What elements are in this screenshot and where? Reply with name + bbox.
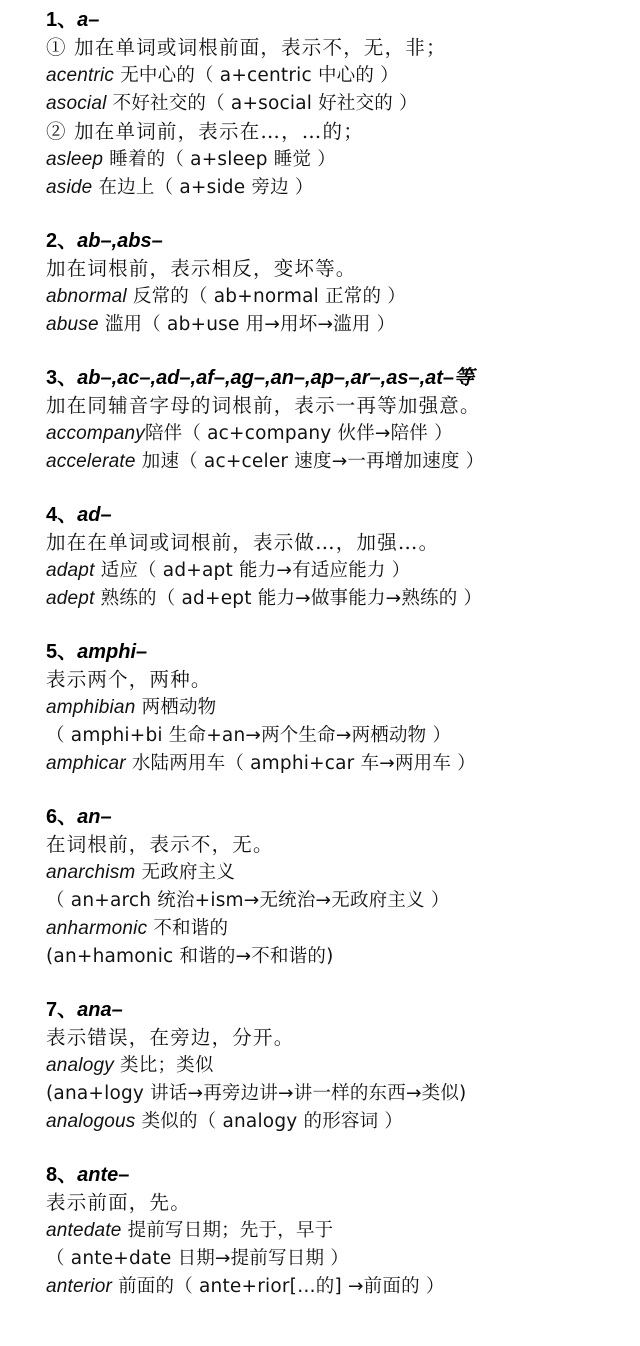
section-number: 6、 [46, 806, 78, 828]
example-gloss: （ amphi+bi 生命+an→两个生命→两栖动物 ） [46, 725, 452, 746]
prefix-description: ① 加在单词或词根前面，表示不，无，非； [46, 36, 447, 59]
prefix-section [46, 501, 640, 613]
example-word: antedate [46, 1220, 122, 1241]
example-entry [46, 722, 640, 750]
example-word: anarchism [46, 862, 136, 883]
example-gloss: 陪伴（ ac+company 伙伴→陪伴 ） [144, 423, 453, 444]
example-gloss: (ana+logy 讲话→再旁边讲→讲一样的东西→类似) [46, 1083, 467, 1104]
example-entry [46, 62, 640, 90]
example-word: analogous [46, 1111, 136, 1132]
example-gloss: 加速（ ac+celer 速度→一再增加速度 ） [135, 451, 485, 472]
prefix-description: 表示两个，两种。 [46, 668, 212, 691]
example-gloss: 滥用（ ab+use 用→用坏→滥用 ） [98, 314, 396, 335]
example-gloss: (an+hamonic 和谐的→不和谐的) [46, 946, 334, 967]
example-entry [46, 1108, 640, 1136]
example-gloss: （ an+arch 统治+ism→无统治→无政府主义 ） [46, 890, 450, 911]
section-prefix: ab–,ac–,ad–,af–,ag–,an–,ap–,ar–,as–,at–等 [77, 367, 475, 389]
section-prefix: a– [77, 9, 100, 31]
example-word: adept [46, 588, 95, 609]
example-gloss: 水陆两用车（ amphi+car 车→两用车 ） [125, 753, 476, 774]
example-entry [46, 585, 640, 613]
section-heading [46, 364, 640, 392]
example-gloss: 前面的（ ante+rior[…的] →前面的 ） [112, 1276, 445, 1297]
example-entry [46, 1080, 640, 1108]
example-gloss: 在边上（ a+side 旁边 ） [92, 177, 314, 198]
example-gloss: 提前写日期；先于，早于 [121, 1220, 334, 1241]
section-heading [46, 1161, 640, 1189]
example-entry [46, 448, 640, 476]
section-prefix: amphi– [77, 641, 148, 663]
example-entry [46, 90, 640, 118]
example-gloss: 无中心的（ a+centric 中心的 ） [114, 65, 399, 86]
example-gloss: 不和谐的 [147, 918, 229, 939]
example-word: amphicar [46, 753, 126, 774]
example-gloss: 熟练的（ ad+ept 能力→做事能力→熟练的 ） [94, 588, 483, 609]
example-entry [46, 283, 640, 311]
example-entry [46, 1217, 640, 1245]
example-entry [46, 146, 640, 174]
section-number: 8、 [46, 1164, 78, 1186]
prefix-section [46, 364, 640, 476]
section-heading [46, 6, 640, 34]
prefix-description: 在词根前，表示不，无。 [46, 833, 274, 856]
section-number: 3、 [46, 367, 78, 389]
example-word: aside [46, 177, 93, 198]
example-entry [46, 915, 640, 943]
example-entry [46, 1052, 640, 1080]
section-heading [46, 227, 640, 255]
section-number: 7、 [46, 999, 78, 1021]
section-number: 4、 [46, 504, 78, 526]
example-word: asleep [46, 149, 104, 170]
example-entry [46, 694, 640, 722]
prefix-section [46, 227, 640, 339]
prefix-description: 加在在单词或词根前，表示做…，加强…。 [46, 531, 440, 554]
example-word: analogy [46, 1055, 114, 1076]
section-prefix: ana– [77, 999, 123, 1021]
section-prefix: ad– [77, 504, 112, 526]
prefix-section [46, 803, 640, 971]
example-entry [46, 750, 640, 778]
example-entry [46, 557, 640, 585]
example-gloss: 适应（ ad+apt 能力→有适应能力 ） [94, 560, 411, 581]
example-gloss: 无政府主义 [135, 862, 236, 883]
example-word: anharmonic [46, 918, 148, 939]
section-prefix: ab–,abs– [77, 230, 163, 252]
example-gloss: 两栖动物 [135, 697, 217, 718]
example-gloss: 类似的（ analogy 的形容词 ） [135, 1111, 404, 1132]
section-heading [46, 996, 640, 1024]
section-prefix: an– [77, 806, 112, 828]
example-word: amphibian [46, 697, 136, 718]
example-entry [46, 859, 640, 887]
section-heading [46, 501, 640, 529]
example-word: adapt [46, 560, 95, 581]
example-entry [46, 943, 640, 971]
example-word: anterior [46, 1276, 113, 1297]
section-number: 2、 [46, 230, 78, 252]
prefix-section [46, 638, 640, 778]
section-heading [46, 638, 640, 666]
example-word: asocial [46, 93, 107, 114]
example-gloss: 反常的（ ab+normal 正常的 ） [126, 286, 406, 307]
example-entry [46, 311, 640, 339]
example-gloss: 睡着的（ a+sleep 睡觉 ） [103, 149, 336, 170]
example-gloss: （ ante+date 日期→提前写日期 ） [46, 1248, 349, 1269]
section-number: 5、 [46, 641, 78, 663]
prefix-description: 表示前面，先。 [46, 1191, 191, 1214]
example-entry [46, 174, 640, 202]
prefix-section [46, 1161, 640, 1301]
prefix-description: ② 加在单词前，表示在…，…的； [46, 120, 364, 143]
section-number: 1、 [46, 9, 78, 31]
section-prefix: ante– [77, 1164, 130, 1186]
example-word: accompany [46, 423, 145, 444]
example-word: acentric [46, 65, 115, 86]
example-gloss: 不好社交的（ a+social 好社交的 ） [106, 93, 418, 114]
example-entry [46, 887, 640, 915]
example-entry [46, 1273, 640, 1301]
example-entry [46, 420, 640, 448]
prefix-description: 表示错误，在旁边，分开。 [46, 1026, 295, 1049]
example-word: abuse [46, 314, 99, 335]
section-heading [46, 803, 640, 831]
example-entry [46, 1245, 640, 1273]
example-word: accelerate [46, 451, 136, 472]
prefix-section [46, 6, 640, 202]
prefix-section [46, 996, 640, 1136]
example-gloss: 类比；类似 [113, 1055, 214, 1076]
example-word: abnormal [46, 286, 127, 307]
prefix-description: 加在词根前，表示相反，变坏等。 [46, 257, 357, 280]
prefix-description: 加在同辅音字母的词根前，表示一再等加强意。 [46, 394, 481, 417]
